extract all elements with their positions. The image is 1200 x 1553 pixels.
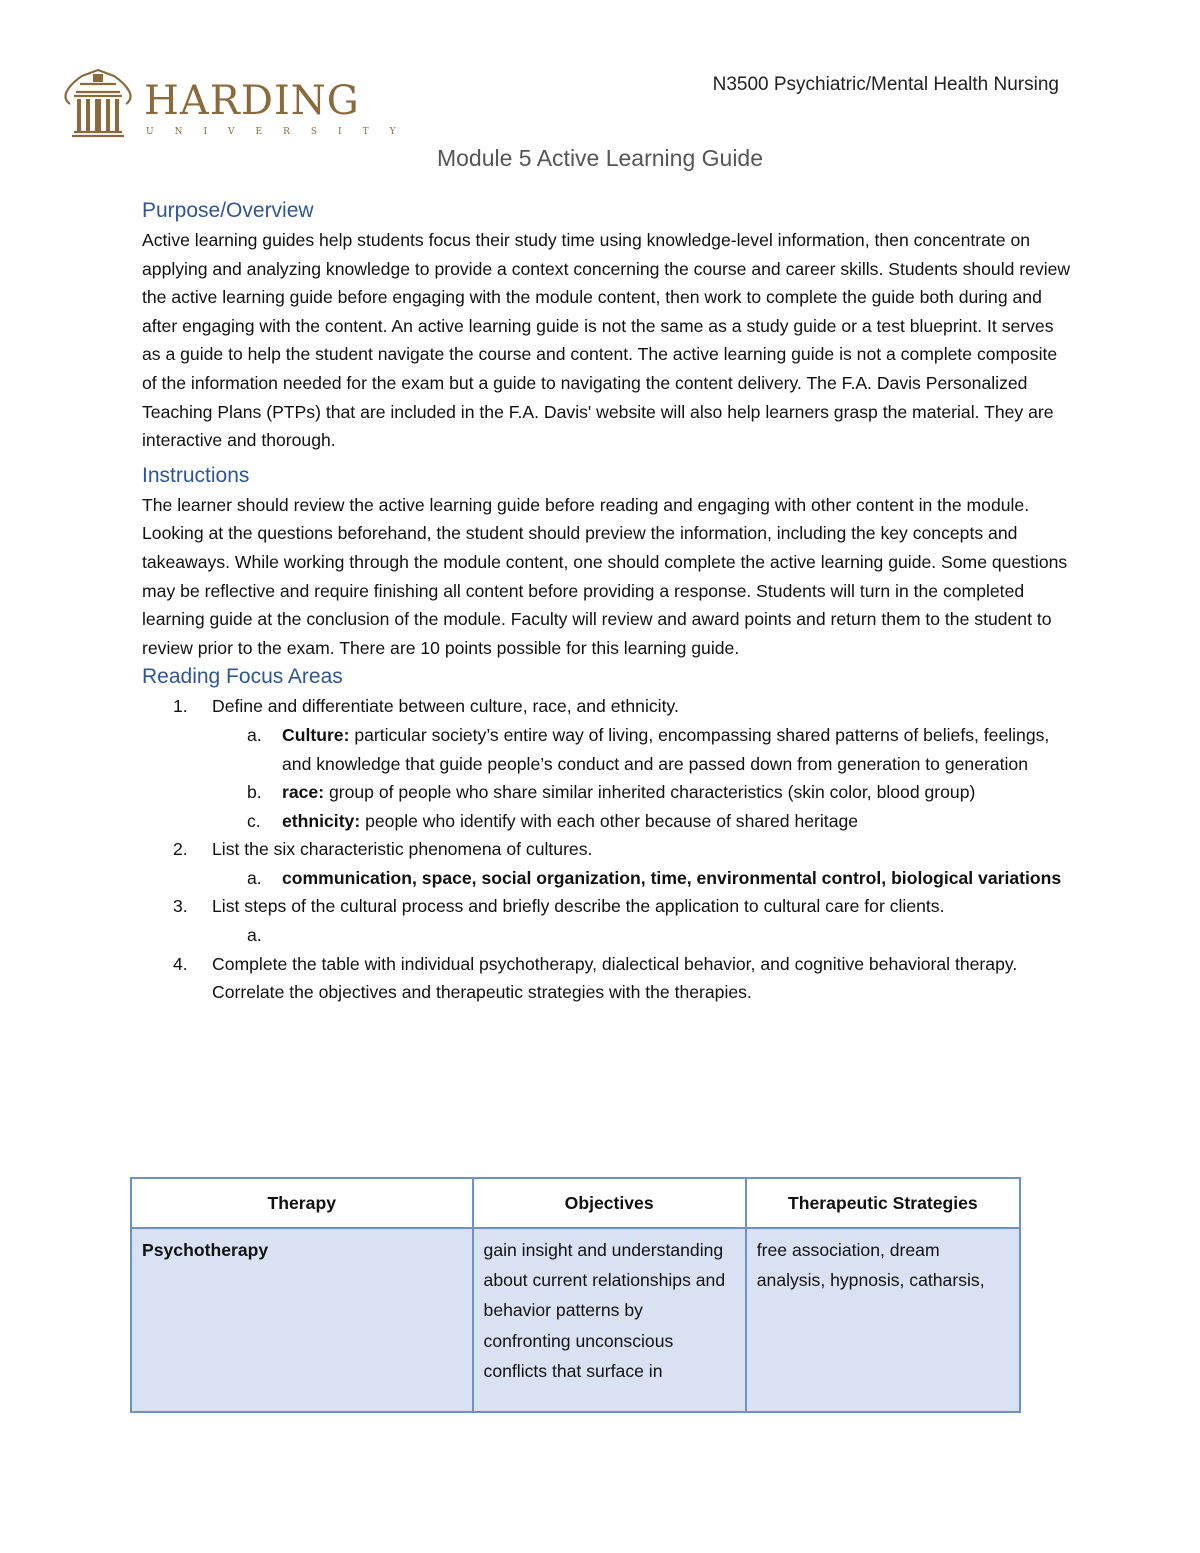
sub-definition: people who identify with each other because of shared heritage bbox=[360, 810, 859, 831]
instructions-heading: Instructions bbox=[142, 463, 250, 487]
list-item bbox=[142, 692, 1072, 721]
sub-definition: particular society’s entire way of living, encompassing shared patterns of beliefs, feelings, and knowledge that guide people’s conduct and are passed down from generation to generation bbox=[282, 724, 1050, 774]
list-number: 4. bbox=[173, 953, 188, 974]
table-cell-objectives: gain insight and understanding about current relationships and behavior patterns by confronting unconscious conflicts that surface in bbox=[473, 1228, 746, 1412]
table-header-therapy: Therapy bbox=[131, 1178, 473, 1228]
list-item bbox=[142, 950, 1072, 1007]
sub-letter: a. bbox=[247, 724, 262, 745]
list-item bbox=[142, 835, 1072, 864]
document-body bbox=[142, 196, 1072, 1007]
logo-wordmark: HARDING bbox=[144, 78, 360, 124]
table-header-row bbox=[131, 1178, 1020, 1228]
therapy-name: Psychotherapy bbox=[142, 1240, 269, 1260]
page-title: Module 5 Active Learning Guide bbox=[436, 145, 764, 171]
list-item-text: Define and differentiate between culture, race, and ethnicity. bbox=[212, 696, 679, 717]
sub-term: race: bbox=[282, 782, 325, 803]
logo-subtext: UNIVERSITY bbox=[146, 127, 417, 137]
instructions-paragraph: The learner should review the active learning guide before reading and engaging with other content in the module. Looking at the questions beforehand, the student should preview the information, including the key concepts and takeaways. While working through the module content, one should complete the active learning guide. Some questions may be reflective and require finishing all content before providing a response. Students will turn in the completed learning guide at the conclusion of the module. Faculty will review and award points and return them to the student to review prior to the exam. There are 10 points possible for this learning guide. bbox=[142, 494, 1068, 658]
list-item-text: List steps of the cultural process and briefly describe the application to cultural care for clients. bbox=[212, 896, 945, 917]
sub-item bbox=[142, 807, 1072, 836]
sub-item bbox=[142, 864, 1072, 893]
sub-term: ethnicity: bbox=[282, 810, 361, 831]
list-number: 2. bbox=[173, 839, 188, 860]
list-item-text: List the six characteristic phenomena of cultures. bbox=[212, 839, 593, 860]
reading-heading: Reading Focus Areas bbox=[142, 665, 343, 689]
list-number: 1. bbox=[173, 696, 188, 717]
list-number: 3. bbox=[173, 896, 188, 917]
sub-term: communication, space, social organization, time, environmental control, biological variations bbox=[282, 867, 1062, 888]
sub-letter: a. bbox=[247, 925, 262, 946]
reading-focus-list bbox=[142, 692, 1072, 1007]
table-row bbox=[131, 1228, 1020, 1412]
purpose-paragraph: Active learning guides help students focus their study time using knowledge-level information, then concentrate on applying and analyzing knowledge to provide a context concerning the course and career skills. Students should review the active learning guide before engaging with the module content, then work to complete the guide both during and after engaging with the content. An active learning guide is not the same as a study guide or a test blueprint. It serves as a guide to help the student navigate the course and content. The active learning guide is not a complete composite of the information needed for the exam but a guide to navigating the content delivery. The F.A. Davis Personalized Teaching Plans (PTPs) that are included in the F.A. Davis' website will also help learners grasp the material. They are interactive and thorough. bbox=[142, 230, 1071, 451]
sub-definition bbox=[282, 925, 287, 945]
list-item-text: Complete the table with individual psychotherapy, dialectical behavior, and cognitive behavioral therapy. Correlate the objectives and therapeutic strategies with the therapies. bbox=[212, 953, 1018, 1003]
sub-definition: group of people who share similar inherited characteristics (skin color, blood group) bbox=[324, 782, 976, 803]
sub-letter: a. bbox=[247, 867, 262, 888]
table-header-objectives: Objectives bbox=[473, 1178, 746, 1228]
sub-letter: b. bbox=[247, 782, 262, 803]
table-header-strategies: Therapeutic Strategies bbox=[746, 1178, 1020, 1228]
harding-building-icon bbox=[60, 66, 417, 140]
sub-letter: c. bbox=[247, 810, 261, 831]
list-item bbox=[142, 892, 1072, 921]
table-cell-strategies: free association, dream analysis, hypnosis, catharsis, bbox=[746, 1228, 1020, 1412]
harding-university-logo bbox=[60, 66, 417, 140]
sub-item bbox=[142, 721, 1072, 778]
course-header: N3500 Psychiatric/Mental Health Nursing bbox=[712, 74, 1059, 95]
therapy-table bbox=[130, 1177, 1021, 1413]
sub-item bbox=[142, 921, 1072, 950]
purpose-heading: Purpose/Overview bbox=[142, 199, 314, 222]
table-cell-therapy bbox=[131, 1228, 473, 1412]
sub-item bbox=[142, 778, 1072, 807]
sub-term: Culture: bbox=[282, 724, 350, 745]
